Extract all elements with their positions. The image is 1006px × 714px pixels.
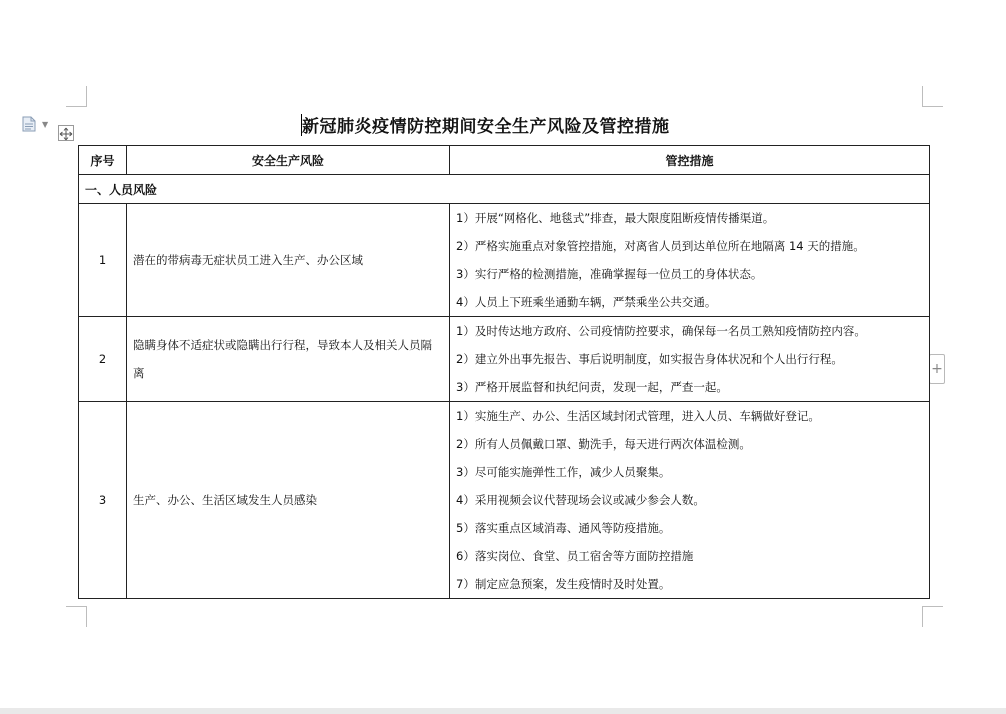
measure-item[interactable]: 2）严格实施重点对象管控措施，对离省人员到达单位所在地隔离 14 天的措施。	[456, 239, 865, 253]
plus-icon[interactable]: +	[929, 354, 945, 384]
page-corner-top-right	[922, 86, 943, 107]
measure-item[interactable]: 4）人员上下班乘坐通勤车辆，严禁乘坐公共交通。	[456, 295, 717, 309]
bottom-edge	[0, 708, 1006, 714]
header-risk[interactable]: 安全生产风险	[127, 146, 450, 175]
measure-item[interactable]: 5）落实重点区域消毒、通风等防疫措施。	[456, 521, 671, 535]
measure-item[interactable]: 6）落实岗位、食堂、员工宿舍等方面防控措施	[456, 549, 694, 563]
measure-item[interactable]: 1）开展“网格化、地毯式”排查，最大限度阻断疫情传播渠道。	[456, 211, 775, 225]
move-handle-icon[interactable]	[58, 125, 74, 141]
measure-item[interactable]: 4）采用视频会议代替现场会议或减少参会人数。	[456, 493, 705, 507]
table-row	[79, 402, 930, 599]
risk-cell[interactable]: 生产、办公、生活区域发生人员感染	[127, 402, 450, 599]
table-row	[79, 317, 930, 402]
risk-table	[78, 145, 930, 599]
measure-item[interactable]: 1）及时传达地方政府、公司疫情防控要求，确保每一名员工熟知疫情防控内容。	[456, 324, 866, 338]
measures-cell	[450, 402, 930, 599]
table-row	[79, 204, 930, 317]
measures-cell	[450, 204, 930, 317]
seq-cell[interactable]: 1	[79, 204, 127, 317]
measure-item[interactable]: 2）建立外出事先报告、事后说明制度，如实报告身体状况和个人出行行程。	[456, 352, 843, 366]
document-title[interactable]: 新冠肺炎疫情防控期间安全生产风险及管控措施	[302, 117, 670, 137]
measure-item[interactable]: 1）实施生产、办公、生活区域封闭式管理，进入人员、车辆做好登记。	[456, 409, 820, 423]
page-corner-top-left	[66, 86, 87, 107]
measure-item[interactable]: 3）尽可能实施弹性工作，减少人员聚集。	[456, 465, 671, 479]
header-row	[79, 146, 930, 175]
seq-cell[interactable]: 3	[79, 402, 127, 599]
risk-cell[interactable]: 潜在的带病毒无症状员工进入生产、办公区域	[127, 204, 450, 317]
risk-cell[interactable]: 隐瞒身体不适症状或隐瞒出行行程，导致本人及相关人员隔离	[127, 317, 450, 402]
document-icon[interactable]	[22, 116, 36, 132]
measure-item[interactable]: 3）实行严格的检测措施，准确掌握每一位员工的身体状态。	[456, 267, 763, 281]
page-corner-bottom-right	[922, 606, 943, 627]
measure-item[interactable]: 2）所有人员佩戴口罩、勤洗手，每天进行两次体温检测。	[456, 437, 751, 451]
header-measures[interactable]: 管控措施	[450, 146, 930, 175]
section-row	[79, 175, 930, 204]
chevron-down-icon[interactable]: ▼	[42, 120, 49, 129]
header-seq[interactable]: 序号	[79, 146, 127, 175]
measure-item[interactable]: 7）制定应急预案，发生疫情时及时处置。	[456, 577, 671, 591]
move-arrows-icon	[59, 127, 73, 141]
measure-item[interactable]: 3）严格开展监督和执纪问责，发现一起，严查一起。	[456, 380, 728, 394]
measures-cell	[450, 317, 930, 402]
section-label[interactable]: 一、人员风险	[79, 175, 930, 204]
page-corner-bottom-left	[66, 606, 87, 627]
seq-cell[interactable]: 2	[79, 317, 127, 402]
